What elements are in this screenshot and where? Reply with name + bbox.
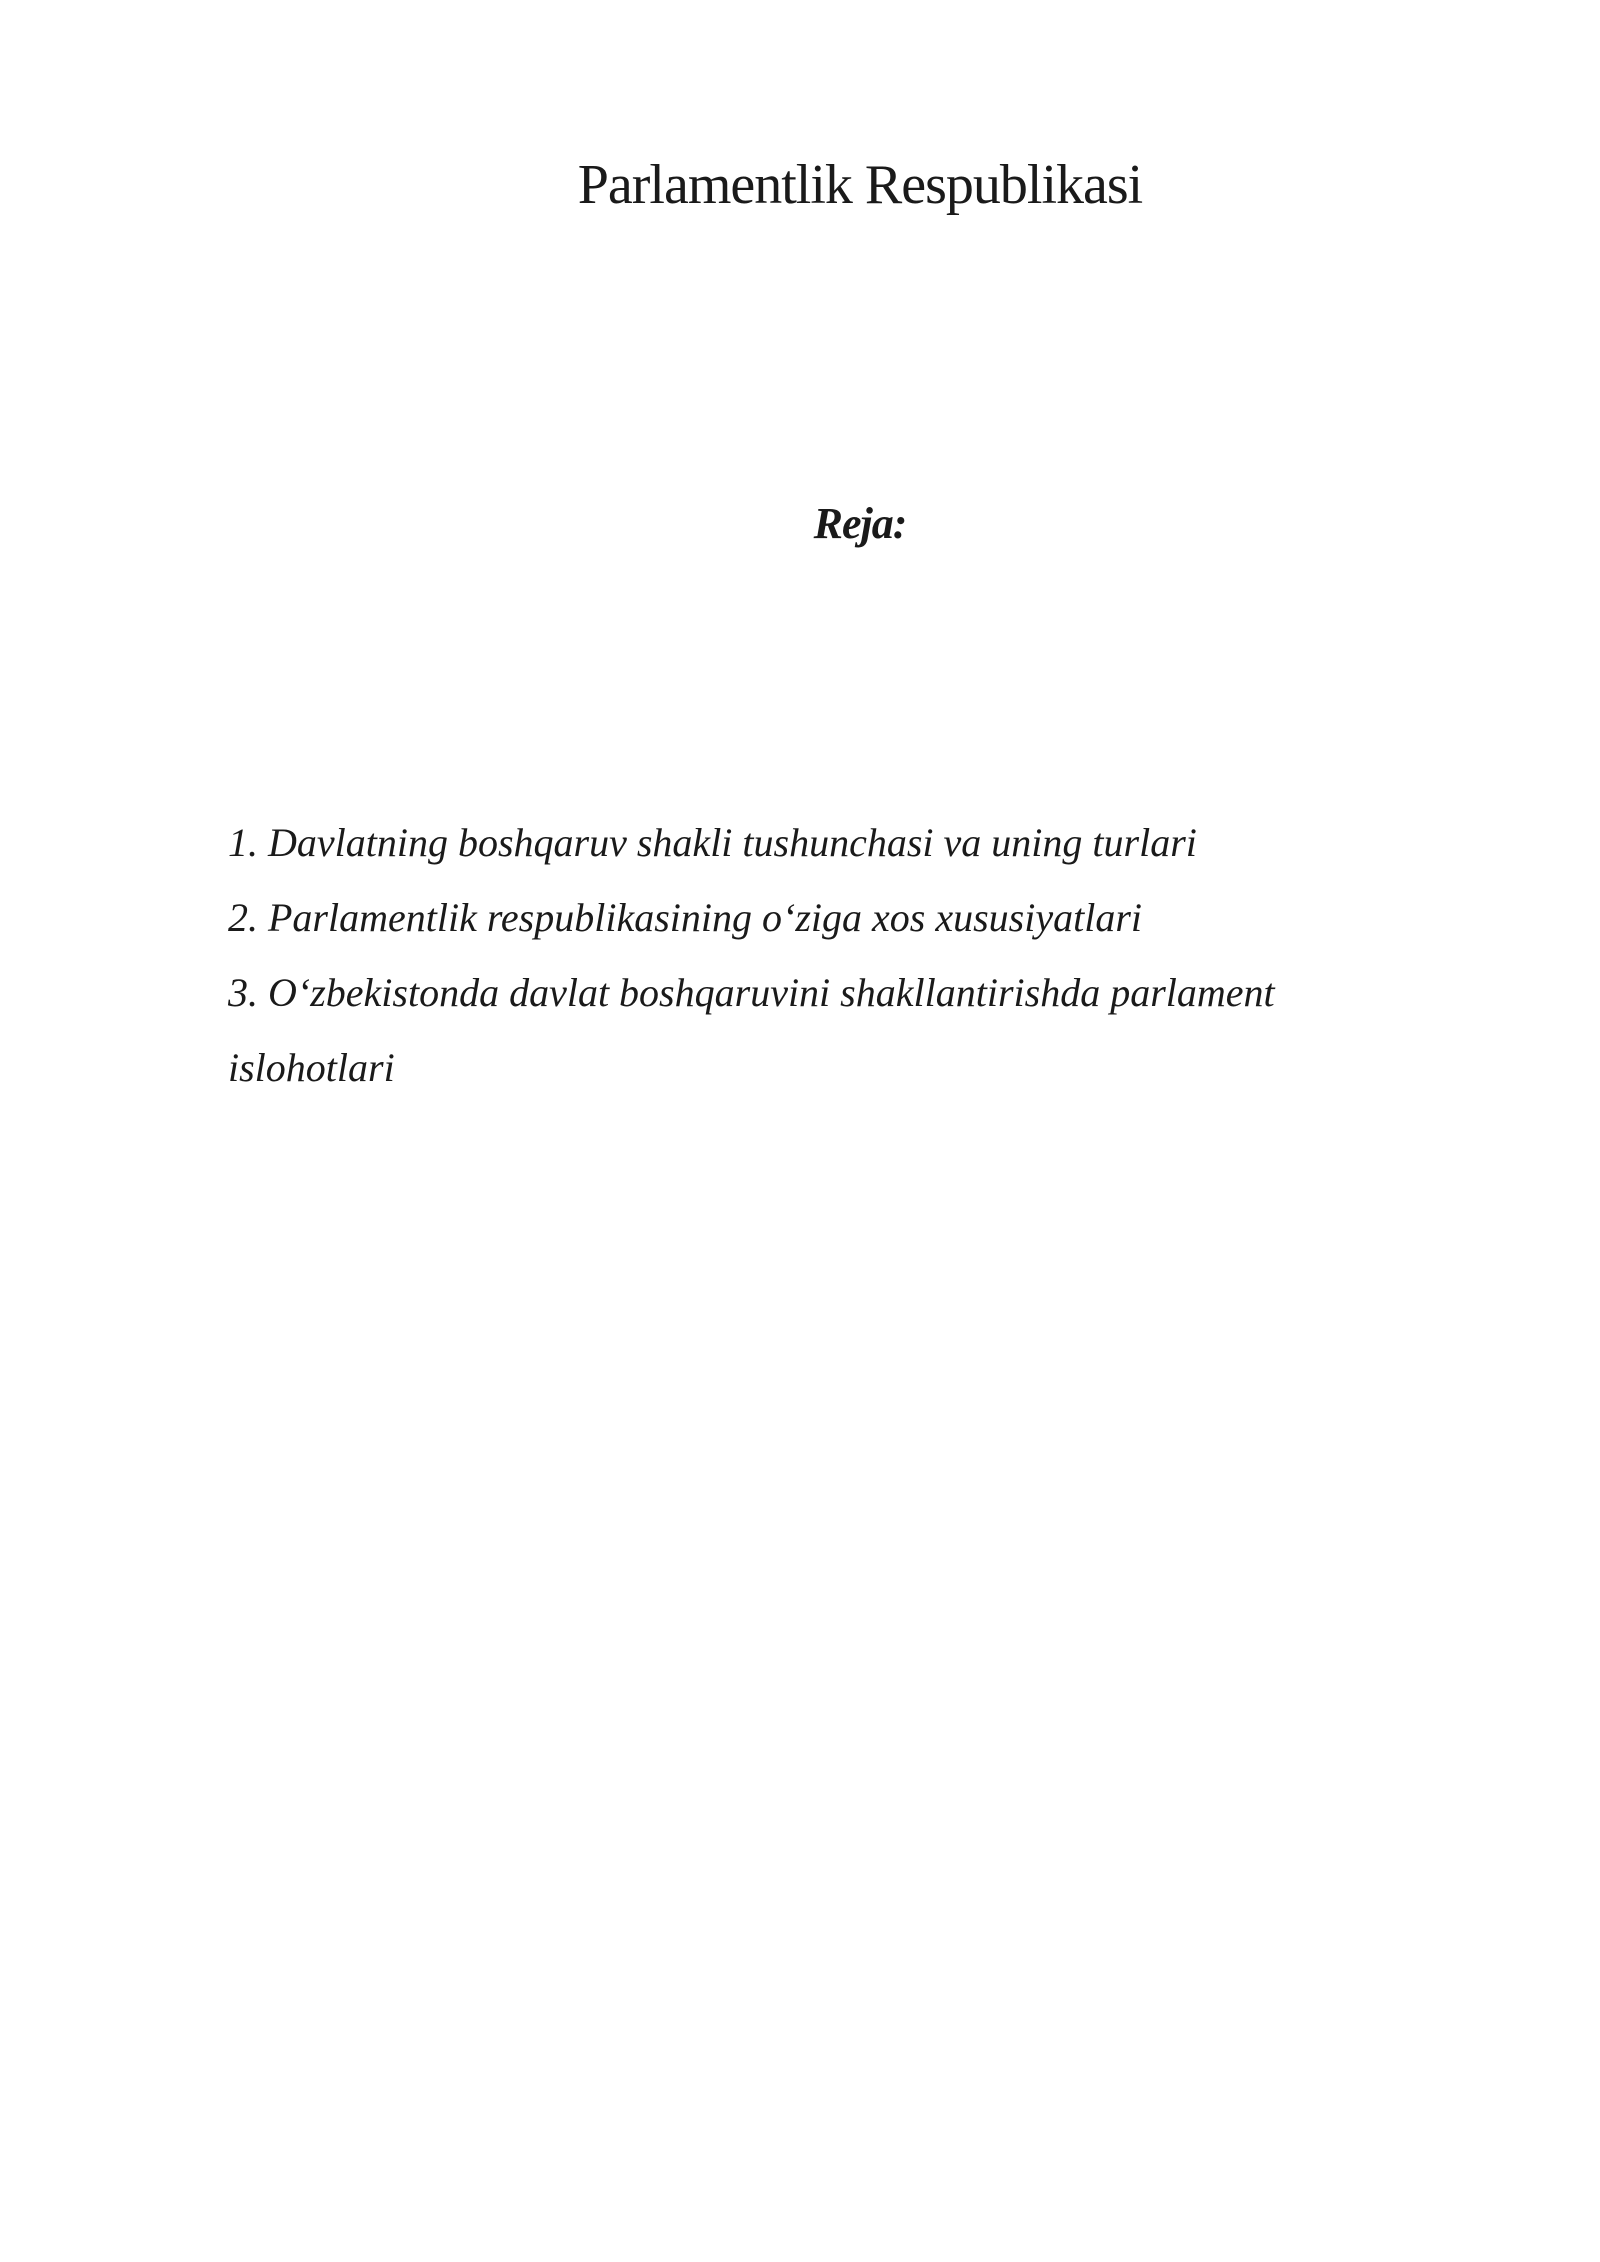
plan-heading: Reja: [813, 499, 907, 548]
plan-item [228, 805, 1368, 880]
plan-item-text: O‘zbekistonda davlat boshqaruvini shakllantirishda parlament islohotlari [228, 970, 1275, 1090]
plan-item-number: 1. [228, 820, 258, 865]
plan-list [228, 805, 1368, 1105]
plan-item-number: 3. [228, 970, 258, 1015]
page-title: Parlamentlik Respublikasi [577, 154, 1143, 216]
plan-item [228, 955, 1368, 1105]
plan-item-text: Parlamentlik respublikasining o‘ziga xos xususiyatlari [268, 895, 1143, 940]
plan-item-number: 2. [228, 895, 258, 940]
plan-item-text: Davlatning boshqaruv shakli tushunchasi va uning turlari [268, 820, 1197, 865]
plan-item [228, 880, 1368, 955]
